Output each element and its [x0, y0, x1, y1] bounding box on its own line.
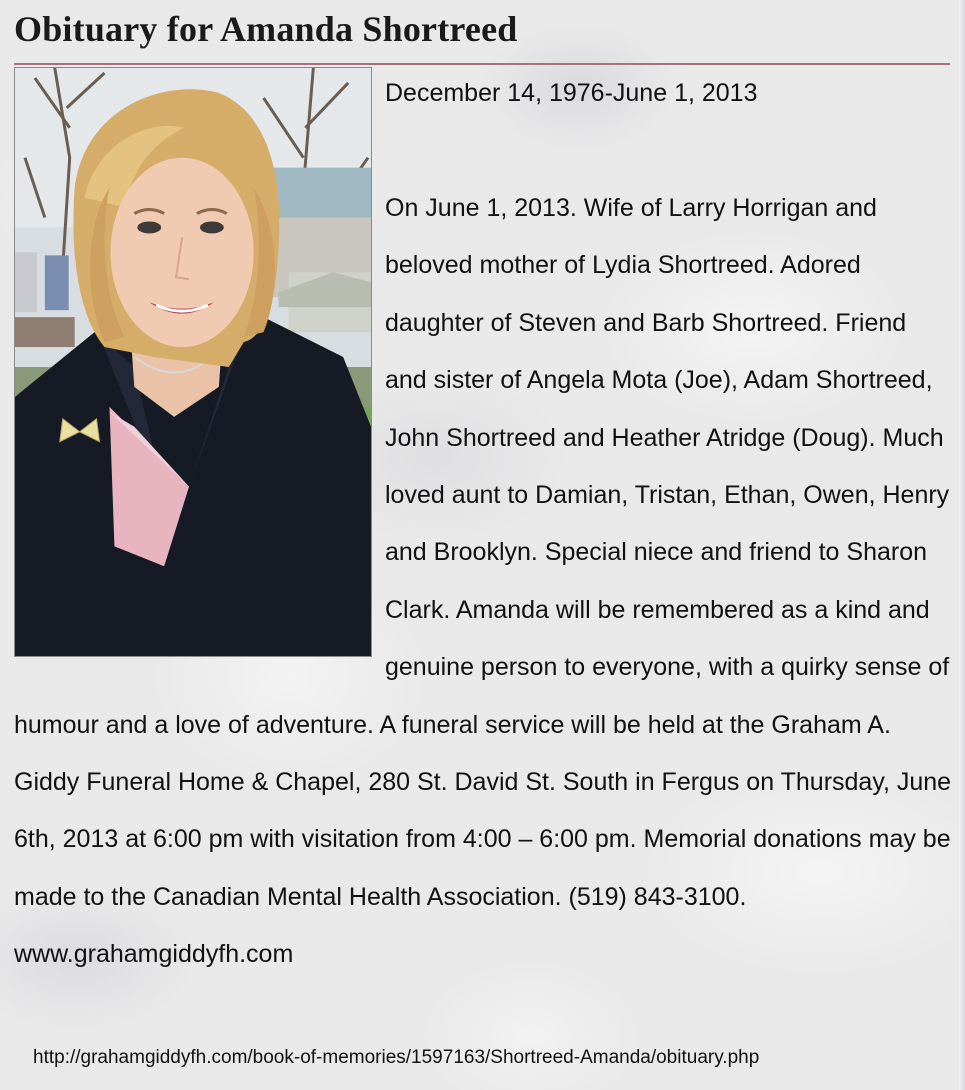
source-url: http://grahamgiddyfh.com/book-of-memories/1597163/Shortreed-Amanda/obituary.php — [33, 1047, 760, 1068]
title-divider — [14, 63, 950, 65]
page-title: Obituary for Amanda Shortreed — [14, 9, 518, 49]
life-dates: December 14, 1976-June 1, 2013 — [385, 79, 758, 107]
obituary-text — [14, 180, 954, 984]
obituary-body: On June 1, 2013. Wife of Larry Horrigan and beloved mother of Lydia Shortreed. Adored daughter of Steven and Barb Shortreed. Friend and sister of Angela Mota (Joe), Adam Shortreed, John Shortreed and Heather Atridge (Doug). Much loved aunt to Damian, Tristan, Ethan, Owen, Henry and Brooklyn. Special niece and friend to Sharon Clark. Amanda will be remembered as a kind and genuine person to everyone, with a quirky sense of humour and a love of adventure. A funeral service will be held at the Graham A. Giddy Funeral Home & Chapel, 280 St. David St. South in Fergus on Thursday, June 6th, 2013 at 6:00 pm with visitation from 4:00 – 6:00 pm. Memorial donations may be made to the Canadian Mental Health Association. (519) 843-3100. www.grahamgiddyfh.com — [14, 194, 952, 969]
photo-wrap-spacer — [14, 180, 385, 690]
page-edge — [959, 0, 965, 1090]
